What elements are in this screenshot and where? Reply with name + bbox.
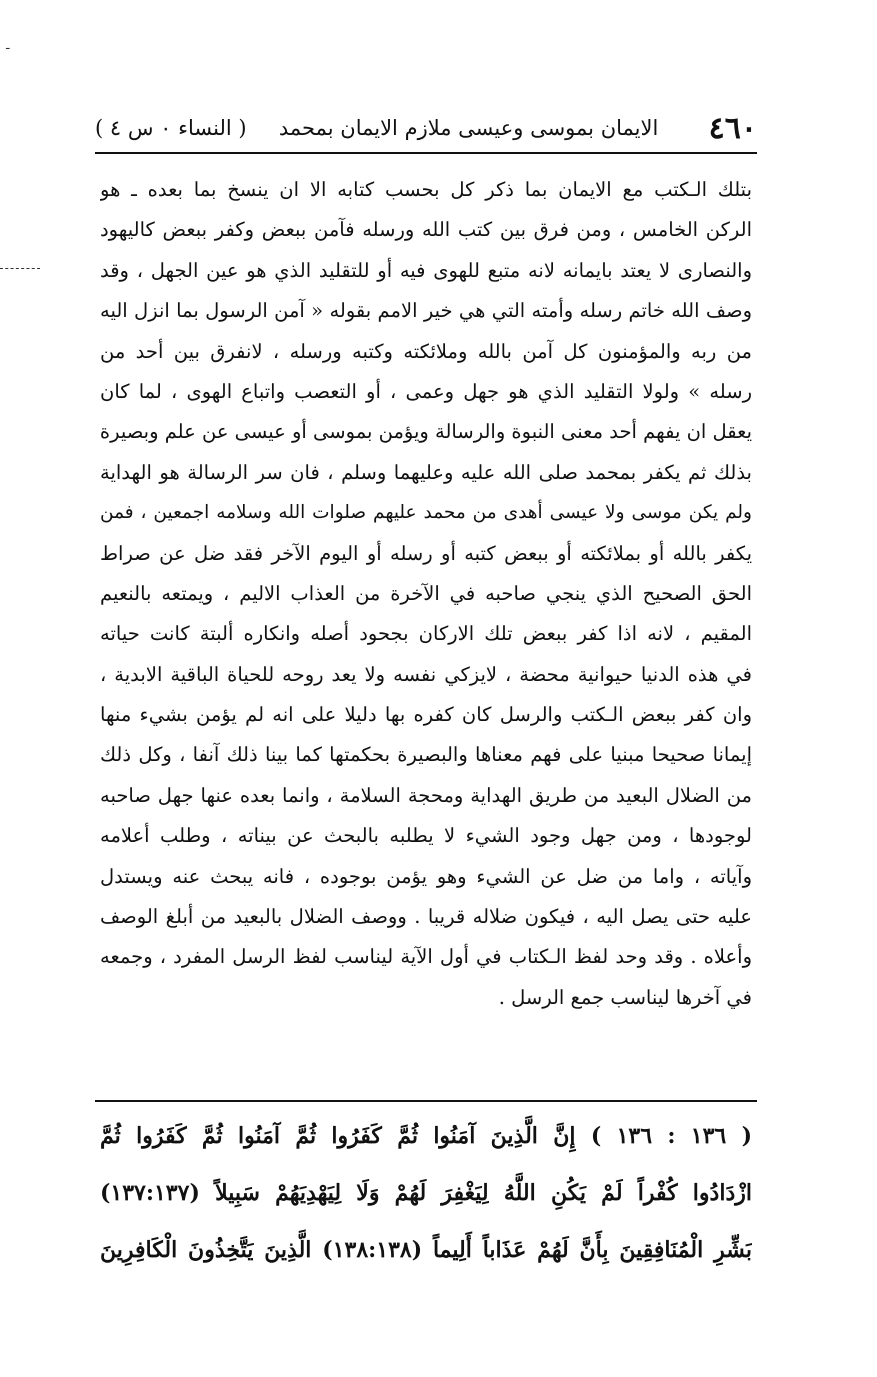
quran-verse-block (100, 1108, 752, 1279)
verse-line: ازْدَادُوا كُفْراً لَمْ يَكُنِ اللَّهُ لِيَغْفِرَ لَهُمْ وَلَا لِيَهْدِيَهُمْ سَبِيلاً (١٣٧:١٣٧) (100, 1180, 752, 1206)
verse-line: ( ١٣٦ : ١٣٦ ) إِنَّ الَّذِينَ آمَنُوا ثُمَّ كَفَرُوا ثُمَّ آمَنُوا ثُمَّ كَفَرُوا ثُمَّ (100, 1123, 752, 1149)
text-line: بتلك الـكتب مع الايمان بما ذكر كل بحسب كتابه الا ان ينسخ بما بعده ـ هو (100, 178, 752, 201)
text-line: يكفر بالله أو بملائكته أو ببعض كتبه أو رسله أو اليوم الآخر فقد ضل عن صراط (100, 541, 752, 565)
header-rule (95, 152, 757, 154)
text-line: لوجودها ، ومن جهل وجود الشيء لا يطلبه بالبحث عن بيناته ، وطلب أعلامه (100, 824, 752, 848)
corner-scan-mark: ـ (6, 38, 10, 52)
text-line: وان كفر ببعض الـكتب والرسل كان كفره بها دليلا على انه لم يؤمن بشيء منها (100, 703, 752, 727)
text-line: رسله » ولولا التقليد الذي هو جهل وعمى ، أو التعصب واتباع الهوى ، لما كان (100, 379, 752, 403)
margin-dash-mark (0, 268, 40, 269)
text-line: عليه حتى يصل اليه ، فيكون ضلاله قريبا . ووصف الضلال بالبعيد من أبلغ الوصف (100, 905, 752, 929)
text-line: والنصارى لا يعتد بايمانه لانه متبع للهوى فيه أو للتقليد الذي هو عين الجهل ، وقد (100, 258, 752, 282)
text-line: إيمانا صحيحا مبنيا على فهم معناها والبصيرة بحكمتها كما بينا ذلك آنفا ، وكل ذلك (100, 743, 752, 767)
text-line: من ربه والمؤمنون كل آمن بالله وملائكته وكتبه ورسله ، لانفرق بين أحد من (100, 339, 752, 363)
page-header (95, 108, 757, 148)
text-line: يعقل ان يفهم أحد معنى النبوة والرسالة ويؤمن بموسى أو عيسى عن علم وبصيرة (100, 420, 752, 444)
body-text (100, 170, 752, 1018)
text-line: الركن الخامس ، ومن فرق بين كتب الله ورسله فآمن ببعض وكفر ببعض كاليهود (100, 218, 752, 242)
text-line: في هذه الدنيا حيوانية محضة ، لايزكي نفسه ولا يعد روحه للحياة الباقية الابدية ، (100, 662, 752, 686)
text-line: من الضلال البعيد من طريق الهداية ومحجة السلامة ، وانما بعده عنها جهل صاحبه (100, 783, 752, 807)
text-line: في آخرها ليناسب جمع الرسل . (498, 985, 752, 1009)
running-title: الايمان بموسى وعيسى ملازم الايمان بمحمد (278, 116, 659, 140)
text-line: المقيم ، لانه اذا كفر ببعض تلك الاركان بجحود أصله وانكاره ألبتة كانت حياته (100, 622, 752, 646)
verse-rule (95, 1100, 757, 1102)
verse-line: بَشِّرِ الْمُنَافِقِينَ بِأَنَّ لَهُمْ عَذَاباً أَلِيماً (١٣٨:١٣٨) الَّذِينَ يَتَّخِذُونَ الْكَافِرِينَ (100, 1237, 752, 1263)
text-line: بذلك ثم يكفر بمحمد صلى الله عليه وعليهما وسلم ، فان سر الرسالة هو الهداية (100, 460, 752, 484)
surah-reference: ( النساء ۰ س ٤ ) (95, 116, 247, 140)
text-line: وأعلاه . وقد وحد لفظ الـكتاب في أول الآية ليناسب لفظ الرسل المفرد ، وجمعه (100, 945, 752, 969)
text-line: الحق الصحيح الذي ينجي صاحبه في الآخرة من العذاب الاليم ، ويمتعه بالنعيم (100, 581, 752, 605)
page-number: ٤٦٠ (708, 110, 757, 146)
text-line: ولم يكن موسى ولا عيسى أهدى من محمد عليهم صلوات الله وسلامه اجمعين ، فمن (100, 502, 752, 524)
text-line: وآياته ، واما من ضل عن الشيء وهو يؤمن بوجوده ، فانه يبحث عنه ويستدل (100, 864, 752, 888)
text-line: وصف الله خاتم رسله وأمته التي هي خير الامم بقوله « آمن الرسول بما انزل اليه (100, 299, 752, 323)
